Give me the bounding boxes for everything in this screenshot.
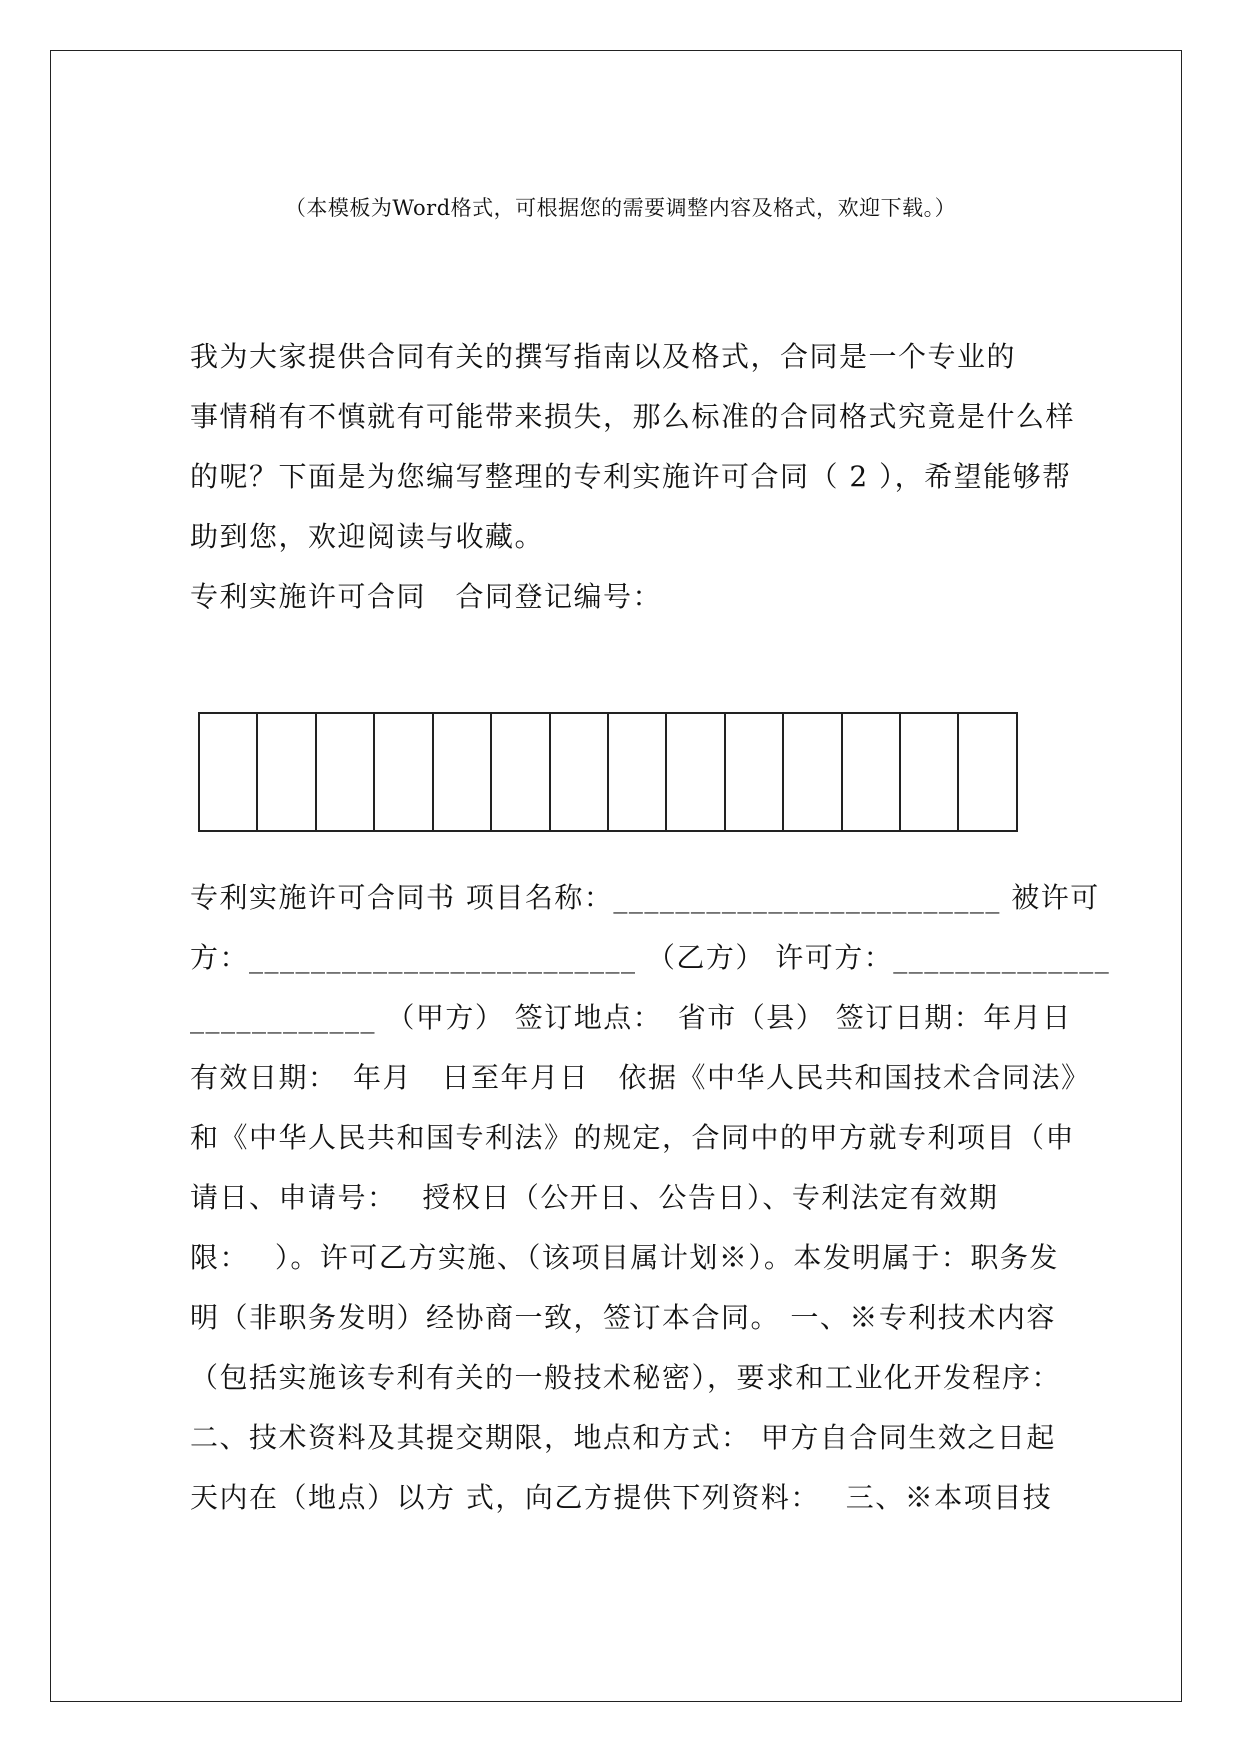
intro-line-3: 的呢？下面是为您编写整理的专利实施许可合同（ 2 ），希望能够帮 xyxy=(190,460,1072,493)
body-line-2: 方：_________________________ （乙方） 许可方：______________ xyxy=(190,941,1111,974)
registration-label: 专利实施许可合同 合同登记编号： xyxy=(190,580,663,613)
body-line-11: 天内在（地点）以方 式，向乙方提供下列资料： 三、※本项目技 xyxy=(190,1481,1053,1514)
registration-number-boxes xyxy=(198,712,1018,832)
body-line-4: 有效日期： 年月 日至年月日 依据《中华人民共和国技术合同法》 xyxy=(190,1061,1091,1094)
body-line-9: （包括实施该专利有关的一般技术秘密），要求和工业化开发程序： xyxy=(190,1361,1062,1394)
registration-number-cell xyxy=(724,712,782,832)
registration-number-cell xyxy=(432,712,490,832)
registration-number-cell xyxy=(782,712,840,832)
body-line-3: ____________ （甲方） 签订地点： 省市（县） 签订日期：年月日 xyxy=(190,1001,1072,1034)
registration-number-cell xyxy=(315,712,373,832)
template-note: （本模板为Word格式，可根据您的需要调整内容及格式，欢迎下载。） xyxy=(284,196,957,220)
registration-number-cell xyxy=(256,712,314,832)
body-line-10: 二、技术资料及其提交期限，地点和方式： 甲方自合同生效之日起 xyxy=(190,1421,1056,1454)
registration-number-cell xyxy=(607,712,665,832)
registration-number-cell xyxy=(198,712,256,832)
registration-number-cell xyxy=(665,712,723,832)
intro-line-4: 助到您，欢迎阅读与收藏。 xyxy=(190,520,545,553)
registration-number-cell xyxy=(899,712,957,832)
registration-number-cell xyxy=(957,712,1017,832)
registration-number-cell xyxy=(373,712,431,832)
intro-line-1: 我为大家提供合同有关的撰写指南以及格式，合同是一个专业的 xyxy=(190,340,1017,373)
registration-number-cell xyxy=(490,712,548,832)
body-line-7: 限： ）。许可乙方实施、（该项目属计划※）。本发明属于：职务发 xyxy=(190,1241,1059,1274)
body-line-8: 明（非职务发明）经协商一致，签订本合同。 一、※专利技术内容 xyxy=(190,1301,1056,1334)
body-line-6: 请日、申请号： 授权日（公开日、公告日）、专利法定有效期 xyxy=(190,1181,999,1214)
body-line-5: 和《中华人民共和国专利法》的规定，合同中的甲方就专利项目（申 xyxy=(190,1121,1076,1154)
intro-line-2: 事情稍有不慎就有可能带来损失，那么标准的合同格式究竟是什么样 xyxy=(190,400,1076,433)
body-line-1: 专利实施许可合同书 项目名称：_________________________ 被许可 xyxy=(190,881,1100,914)
registration-number-cell xyxy=(549,712,607,832)
registration-number-cell xyxy=(841,712,899,832)
